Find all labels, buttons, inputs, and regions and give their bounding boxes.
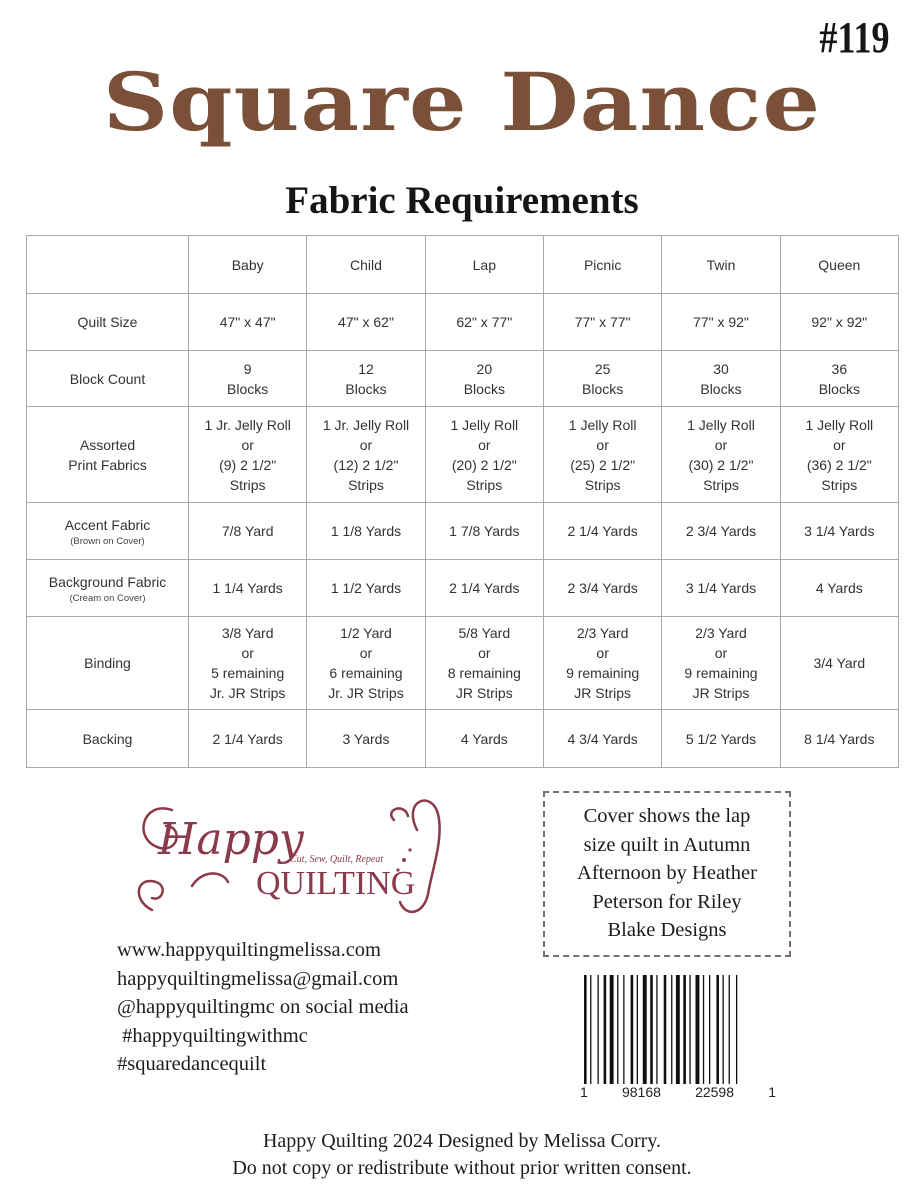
table-cell: 36 Blocks: [780, 351, 898, 407]
table-row: [27, 710, 899, 768]
table-cell: 2 1/4 Yards: [543, 503, 661, 560]
footer-credit: Happy Quilting 2024 Designed by Melissa Corry.: [262, 1130, 662, 1152]
barcode-bar: [598, 975, 599, 1087]
row-label: [27, 710, 189, 768]
barcode-bar: [729, 975, 730, 1087]
row-label-note: (Cream on Cover): [69, 592, 146, 604]
logo-tagline: Cut, Sew, Quilt, Repeat: [290, 854, 384, 865]
table-row: [27, 351, 899, 407]
table-header-row: [27, 236, 899, 294]
page-subtitle: Fabric Requirements: [285, 179, 639, 222]
barcode-bar: [610, 975, 614, 1087]
logo-word-quilting: QUILTING: [256, 865, 416, 902]
table-cell: 25 Blocks: [543, 351, 661, 407]
barcode-bar: [696, 975, 700, 1087]
table-cell: 3 Yards: [307, 710, 425, 768]
row-label-note: (Brown on Cover): [70, 535, 145, 547]
row-label-text: Block Count: [69, 370, 146, 387]
website-link[interactable]: www.happyquiltingmelissa.com: [117, 939, 381, 961]
table-cell: 1/2 Yard or 6 remaining Jr. JR Strips: [307, 617, 425, 710]
table-corner-cell: [27, 236, 189, 294]
table-cell: 1 1/4 Yards: [189, 560, 307, 617]
barcode-bar: [590, 975, 591, 1087]
table-cell: 3/8 Yard or 5 remaining Jr. JR Strips: [189, 617, 307, 710]
column-header: Queen: [780, 236, 898, 294]
barcode-bar: [637, 975, 638, 1087]
barcode-bar: [671, 975, 672, 1087]
row-label-text: Assorted Print Fabrics: [68, 436, 147, 473]
column-header: Picnic: [543, 236, 661, 294]
barcode-bar: [664, 975, 667, 1087]
table-cell: 1 Jelly Roll or (36) 2 1/2" Strips: [780, 407, 898, 503]
barcode-digits: [578, 1084, 778, 1100]
table-cell: 47" x 47": [189, 294, 307, 351]
barcode-bar: [650, 975, 653, 1087]
table-row: [27, 407, 899, 503]
table-cell: 2 3/4 Yards: [662, 503, 780, 560]
happy-quilting-logo: [132, 790, 452, 930]
hashtag-squaredance: #squaredancequilt: [117, 1053, 267, 1075]
barcode-bar: [676, 975, 680, 1087]
table-cell: 1 1/2 Yards: [307, 560, 425, 617]
barcode-bar: [709, 975, 710, 1087]
column-header: Baby: [189, 236, 307, 294]
hashtag-happyquilting: #happyquiltingwithmc: [117, 1024, 308, 1047]
column-header: Lap: [425, 236, 543, 294]
table-cell: 1 Jelly Roll or (30) 2 1/2" Strips: [662, 407, 780, 503]
barcode-digit-group1: 98168: [621, 1084, 661, 1100]
table-row: [27, 617, 899, 710]
table-row: [27, 560, 899, 617]
logo-word-happy: Happy: [158, 814, 304, 865]
table-cell: 62" x 77": [425, 294, 543, 351]
table-cell: 8 1/4 Yards: [780, 710, 898, 768]
footer: [0, 1128, 924, 1182]
footer-copyright: Do not copy or redistribute without prior written consent.: [232, 1157, 692, 1179]
contact-info: [117, 936, 409, 1079]
table-cell: 1 Jr. Jelly Roll or (12) 2 1/2" Strips: [307, 407, 425, 503]
cover-note: Cover shows the lap size quilt in Autumn Afternoon by Heather Peterson for Riley Blake Designs: [543, 791, 791, 957]
table-cell: 2/3 Yard or 9 remaining JR Strips: [662, 617, 780, 710]
table-cell: 7/8 Yard: [189, 503, 307, 560]
column-header: Child: [307, 236, 425, 294]
table-cell: 1 Jelly Roll or (25) 2 1/2" Strips: [543, 407, 661, 503]
table-cell: 77" x 92": [662, 294, 780, 351]
table-cell: 2 3/4 Yards: [543, 560, 661, 617]
fabric-requirements-table: [26, 235, 899, 768]
barcode-bar: [584, 975, 587, 1087]
row-label-text: Binding: [84, 655, 131, 671]
row-label: [27, 503, 189, 560]
table-cell: 4 Yards: [780, 560, 898, 617]
column-header: Twin: [662, 236, 780, 294]
table-cell: 1 1/8 Yards: [307, 503, 425, 560]
row-label-text: Quilt Size: [77, 314, 138, 330]
barcode-bar: [643, 975, 647, 1087]
row-label: [27, 351, 189, 407]
barcode-digit-prefix: 1: [580, 1084, 588, 1100]
barcode-digit-group2: 22598: [695, 1084, 735, 1100]
barcode-bar: [689, 975, 690, 1087]
barcode-digit-suffix: 1: [768, 1084, 776, 1100]
email-link[interactable]: happyquiltingmelissa@gmail.com: [117, 967, 399, 990]
table-cell: 9 Blocks: [189, 351, 307, 407]
table-cell: 4 Yards: [425, 710, 543, 768]
table-cell: 4 3/4 Yards: [543, 710, 661, 768]
table-cell: 5/8 Yard or 8 remaining JR Strips: [425, 617, 543, 710]
barcode-bar: [656, 975, 657, 1087]
table-row: [27, 294, 899, 351]
barcode-bar: [617, 975, 618, 1087]
barcode-bar: [703, 975, 704, 1087]
barcode-bar: [623, 975, 624, 1087]
row-label-text: Backing: [82, 730, 133, 747]
row-label-text: Accent Fabric: [64, 516, 151, 533]
pattern-number: #119: [819, 13, 890, 62]
row-label: [27, 560, 189, 617]
table-cell: 30 Blocks: [662, 351, 780, 407]
table-cell: 2/3 Yard or 9 remaining JR Strips: [543, 617, 661, 710]
barcode-bar: [716, 975, 719, 1087]
table-cell: 92" x 92": [780, 294, 898, 351]
table-cell: 20 Blocks: [425, 351, 543, 407]
barcode-bar: [604, 975, 607, 1087]
table-cell: 47" x 62": [307, 294, 425, 351]
row-label: [27, 294, 189, 351]
social-handle: @happyquiltingmc on social media: [117, 996, 409, 1018]
barcode-bar: [723, 975, 724, 1087]
table-cell: 2 1/4 Yards: [425, 560, 543, 617]
table-cell: 3 1/4 Yards: [662, 560, 780, 617]
row-label-text: Background Fabric: [48, 573, 167, 590]
table-cell: 1 Jelly Roll or (20) 2 1/2" Strips: [425, 407, 543, 503]
table-cell: 2 1/4 Yards: [189, 710, 307, 768]
table-cell: 5 1/2 Yards: [662, 710, 780, 768]
table-cell: 12 Blocks: [307, 351, 425, 407]
table-cell: 3/4 Yard: [780, 617, 898, 710]
table-cell: 1 7/8 Yards: [425, 503, 543, 560]
table-cell: 77" x 77": [543, 294, 661, 351]
page-title: Square Dance: [102, 55, 822, 149]
table-cell: 3 1/4 Yards: [780, 503, 898, 560]
barcode-bar: [736, 975, 737, 1087]
table-cell: 1 Jr. Jelly Roll or (9) 2 1/2" Strips: [189, 407, 307, 503]
barcode-bar: [631, 975, 634, 1087]
barcode-bar: [683, 975, 686, 1087]
row-label: [27, 407, 189, 503]
row-label: [27, 617, 189, 710]
table-row: [27, 503, 899, 560]
